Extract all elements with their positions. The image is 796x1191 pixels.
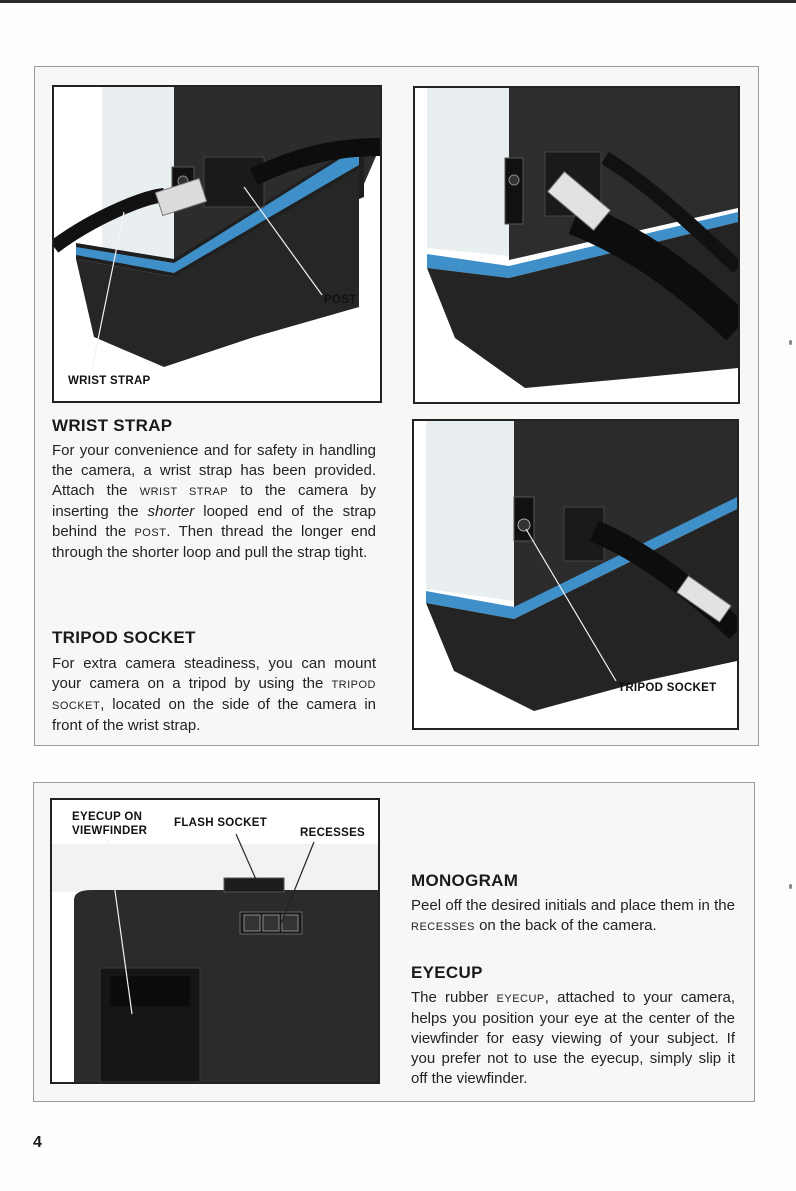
tripod-socket-heading: TRIPOD SOCKET xyxy=(52,628,196,647)
recesses-label: RECESSES xyxy=(300,827,366,839)
eyecup-text-2: , attached to your camera, helps you position your eye at the center of the viewfinder for easy viewing of your subject. If you prefer not to use the eyecup, simply slip it off the viewfinder. xyxy=(411,989,735,1087)
monogram-paragraph xyxy=(411,896,735,937)
eyecup-term: EYECUP xyxy=(496,993,545,1005)
tripod-socket-figure xyxy=(412,419,739,730)
eyecup-paragraph xyxy=(411,988,735,1089)
wrist-strap-label: WRIST STRAP xyxy=(68,375,151,387)
tripod-socket-label: TRIPOD SOCKET xyxy=(618,682,717,694)
edge-mark xyxy=(789,340,792,345)
eyecup-label-line1: EYECUP ON xyxy=(72,811,143,823)
tripod-text-1: For extra camera steadiness, you can mount your camera on a tripod by using the xyxy=(52,655,376,692)
wrist-strap-heading: WRIST STRAP xyxy=(52,416,173,435)
tripod-socket-paragraph xyxy=(52,654,376,736)
camera-back-figure xyxy=(50,798,380,1084)
top-rule xyxy=(0,0,796,3)
monogram-text-2: on the back of the camera. xyxy=(474,917,657,934)
strap-closeup-figure xyxy=(413,86,740,404)
eyecup-label-line2: VIEWFINDER xyxy=(72,825,148,837)
eyecup-text-1: The rubber xyxy=(411,989,497,1006)
flash-socket-label: FLASH SOCKET xyxy=(174,817,268,829)
post-label: POST xyxy=(324,294,357,306)
post-term: POST xyxy=(134,527,167,539)
wrist-strap-text-3: looped end of the strap behind the xyxy=(52,503,376,540)
monogram-heading: MONOGRAM xyxy=(411,871,519,890)
monogram-text-1: Peel off the desired initials and place them in the xyxy=(411,897,735,914)
strap-closeup-illustration xyxy=(415,88,738,402)
wrist-strap-figure xyxy=(52,85,382,403)
recesses-term: RECESSES xyxy=(411,921,475,933)
eyecup-heading: EYECUP xyxy=(411,963,483,982)
tripod-socket-term: TRIPOD SOCKET xyxy=(52,679,376,712)
wrist-strap-paragraph xyxy=(52,441,376,563)
page-number: 4 xyxy=(33,1134,42,1151)
wrist-strap-term: WRIST STRAP xyxy=(139,486,229,498)
wrist-strap-illustration xyxy=(54,87,380,401)
wrist-strap-text-2: to the camera by inserting the xyxy=(52,482,376,520)
camera-back-illustration xyxy=(52,800,378,1082)
wrist-strap-emphasis: shorter xyxy=(147,503,195,520)
wrist-strap-text-4: . Then thread the longer end through the shorter loop and pull the strap tight. xyxy=(52,523,377,561)
eyecup-label xyxy=(72,810,147,838)
edge-mark xyxy=(789,884,792,889)
wrist-strap-text-1: For your convenience and for safety in handling the camera, a wrist strap has been provided. Attach the xyxy=(52,442,376,499)
tripod-text-2: , located on the side of the camera in front of the wrist strap. xyxy=(52,696,376,734)
